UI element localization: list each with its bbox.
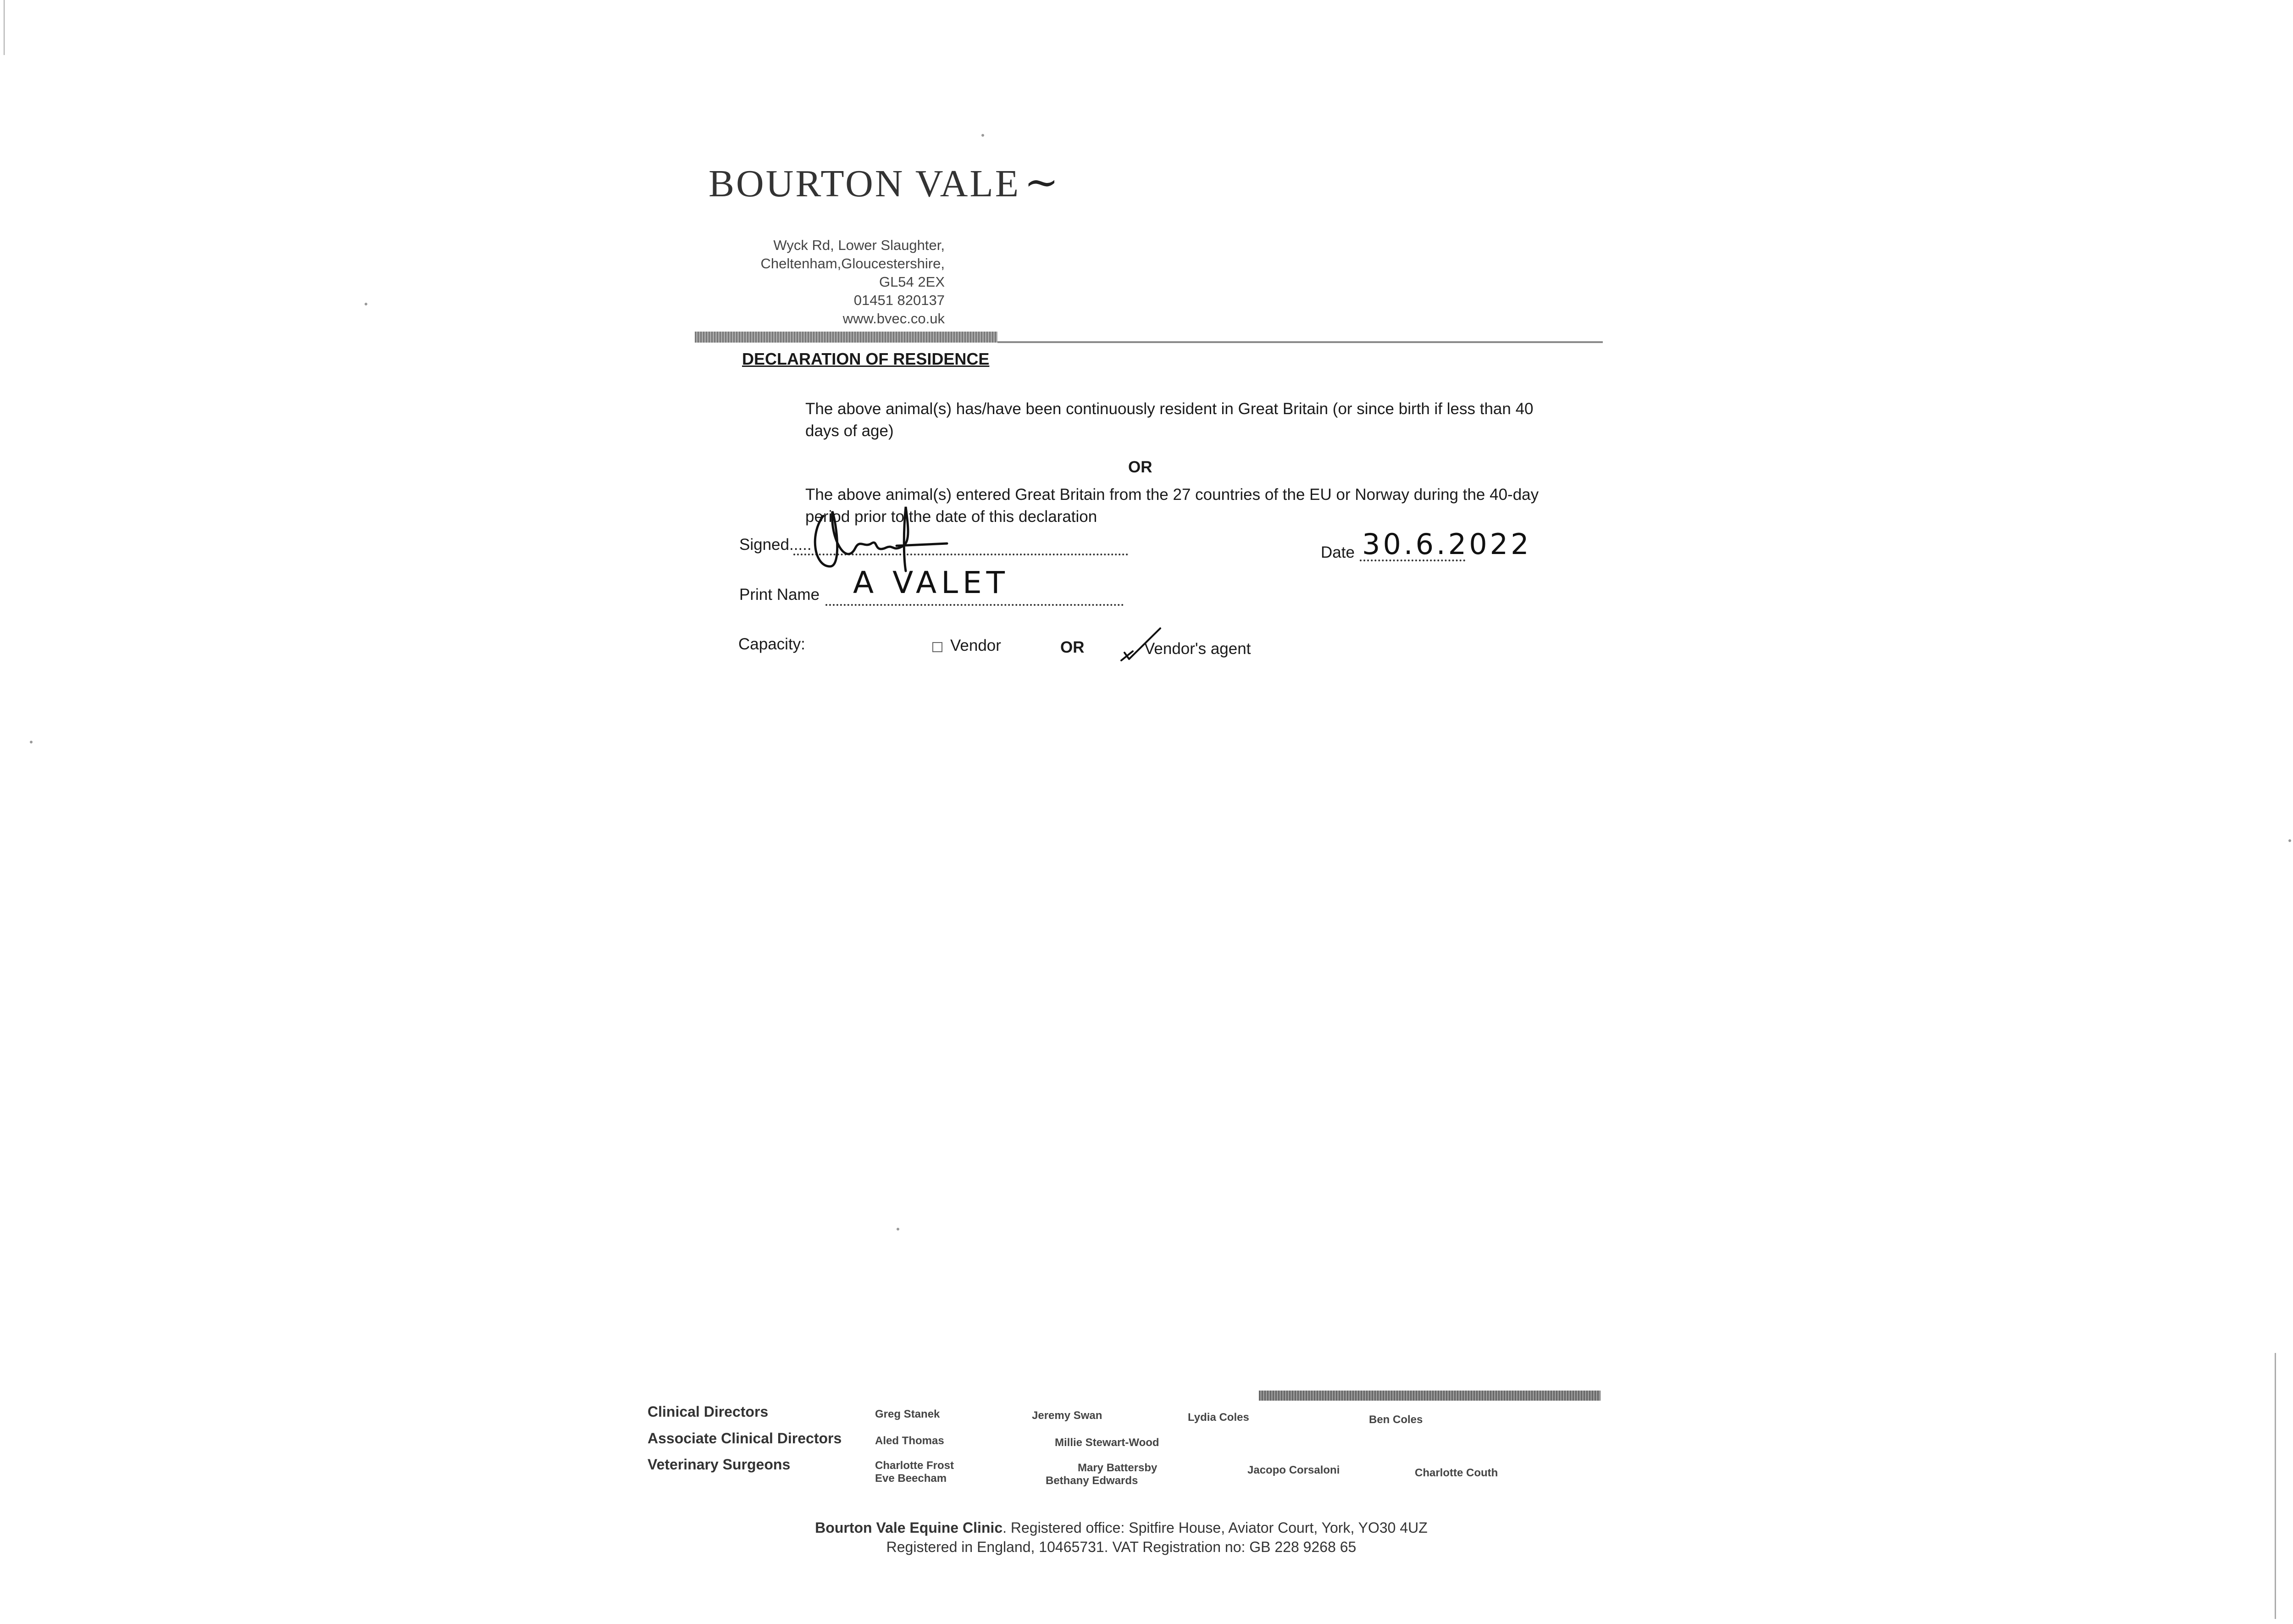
address-line: GL54 2EX — [879, 274, 945, 290]
staff-name: Jacopo Corsaloni — [1247, 1464, 1340, 1476]
print-name-line — [825, 604, 1124, 606]
statement-or-label: OR — [1128, 458, 1152, 476]
staff-name: Greg Stanek — [875, 1408, 940, 1420]
header-rule-thick — [695, 332, 997, 343]
capacity-label: Capacity: — [738, 635, 805, 653]
signed-label-text: Signed — [739, 536, 789, 554]
address-line: Cheltenham,Gloucestershire, — [760, 255, 945, 272]
clinical-directors-label: Clinical Directors — [648, 1403, 769, 1420]
print-name-value: A VALET — [853, 565, 1009, 600]
company-name: Bourton Vale Equine Clinic — [815, 1519, 1003, 1536]
registration-line: Registered in England, 10465731. VAT Registration no: GB 228 9268 65 — [886, 1539, 1357, 1555]
scan-edge-line — [2275, 1353, 2276, 1619]
associate-directors-label: Associate Clinical Directors — [648, 1430, 842, 1447]
vendors-agent-option-label: Vendor's agent — [1144, 640, 1251, 658]
logo-overwrite-mark: ~ — [1024, 158, 1061, 206]
staff-name: Bethany Edwards — [1046, 1474, 1138, 1487]
residence-statement-1: The above animal(s) has/have been continuously resident in Great Britain (or since birth if less than 40 days of age) — [805, 400, 1534, 440]
handwritten-signature — [805, 498, 956, 576]
clinic-address — [715, 236, 945, 328]
date-label: Date — [1321, 543, 1355, 561]
registered-office-address: . Registered office: Spitfire House, Aviator Court, York, YO30 4UZ — [1002, 1519, 1428, 1536]
staff-name: Eve Beecham — [875, 1472, 947, 1485]
vendor-option-label: Vendor — [950, 637, 1001, 654]
capacity-or-label: OR — [1060, 638, 1085, 656]
staff-name: Charlotte Couth — [1415, 1467, 1498, 1479]
scan-speck — [30, 741, 33, 743]
print-name-label: Print Name — [739, 586, 820, 604]
logo-text: BOURTON VALE — [709, 162, 1021, 205]
veterinary-surgeons-label: Veterinary Surgeons — [648, 1456, 791, 1473]
footer-rule — [1259, 1391, 1601, 1401]
scan-edge-line — [4, 0, 5, 55]
staff-name: Mary Battersby — [1078, 1462, 1158, 1474]
date-value: 30.6.2022 — [1362, 527, 1532, 561]
address-line: www.bvec.co.uk — [842, 310, 945, 327]
address-line: Wyck Rd, Lower Slaughter, — [773, 237, 945, 253]
staff-name: Aled Thomas — [875, 1435, 944, 1447]
staff-name: Jeremy Swan — [1032, 1409, 1102, 1422]
declaration-title: DECLARATION OF RESIDENCE — [742, 349, 990, 368]
staff-name: Lydia Coles — [1188, 1411, 1249, 1424]
staff-name: Ben Coles — [1369, 1413, 1423, 1426]
registered-office-line — [715, 1518, 1527, 1537]
scan-speck — [981, 134, 984, 137]
residence-statement-2: The above animal(s) entered Great Britain from the 27 countries of the EU or Norway during the 40-day period prior to the date of this declaration — [805, 486, 1539, 526]
address-line: 01451 820137 — [853, 292, 945, 308]
registered-office-block — [715, 1518, 1527, 1557]
staff-name: Charlotte Frost — [875, 1459, 954, 1472]
scan-speck — [897, 1228, 899, 1230]
vendor-checkbox[interactable] — [932, 642, 942, 652]
clinic-logo — [709, 158, 1060, 206]
staff-name: Millie Stewart-Wood — [1055, 1436, 1159, 1449]
header-rule-thin — [997, 341, 1603, 343]
scan-speck — [365, 303, 367, 305]
scan-speck — [2288, 839, 2291, 842]
signed-label: Signed..... — [739, 536, 812, 554]
